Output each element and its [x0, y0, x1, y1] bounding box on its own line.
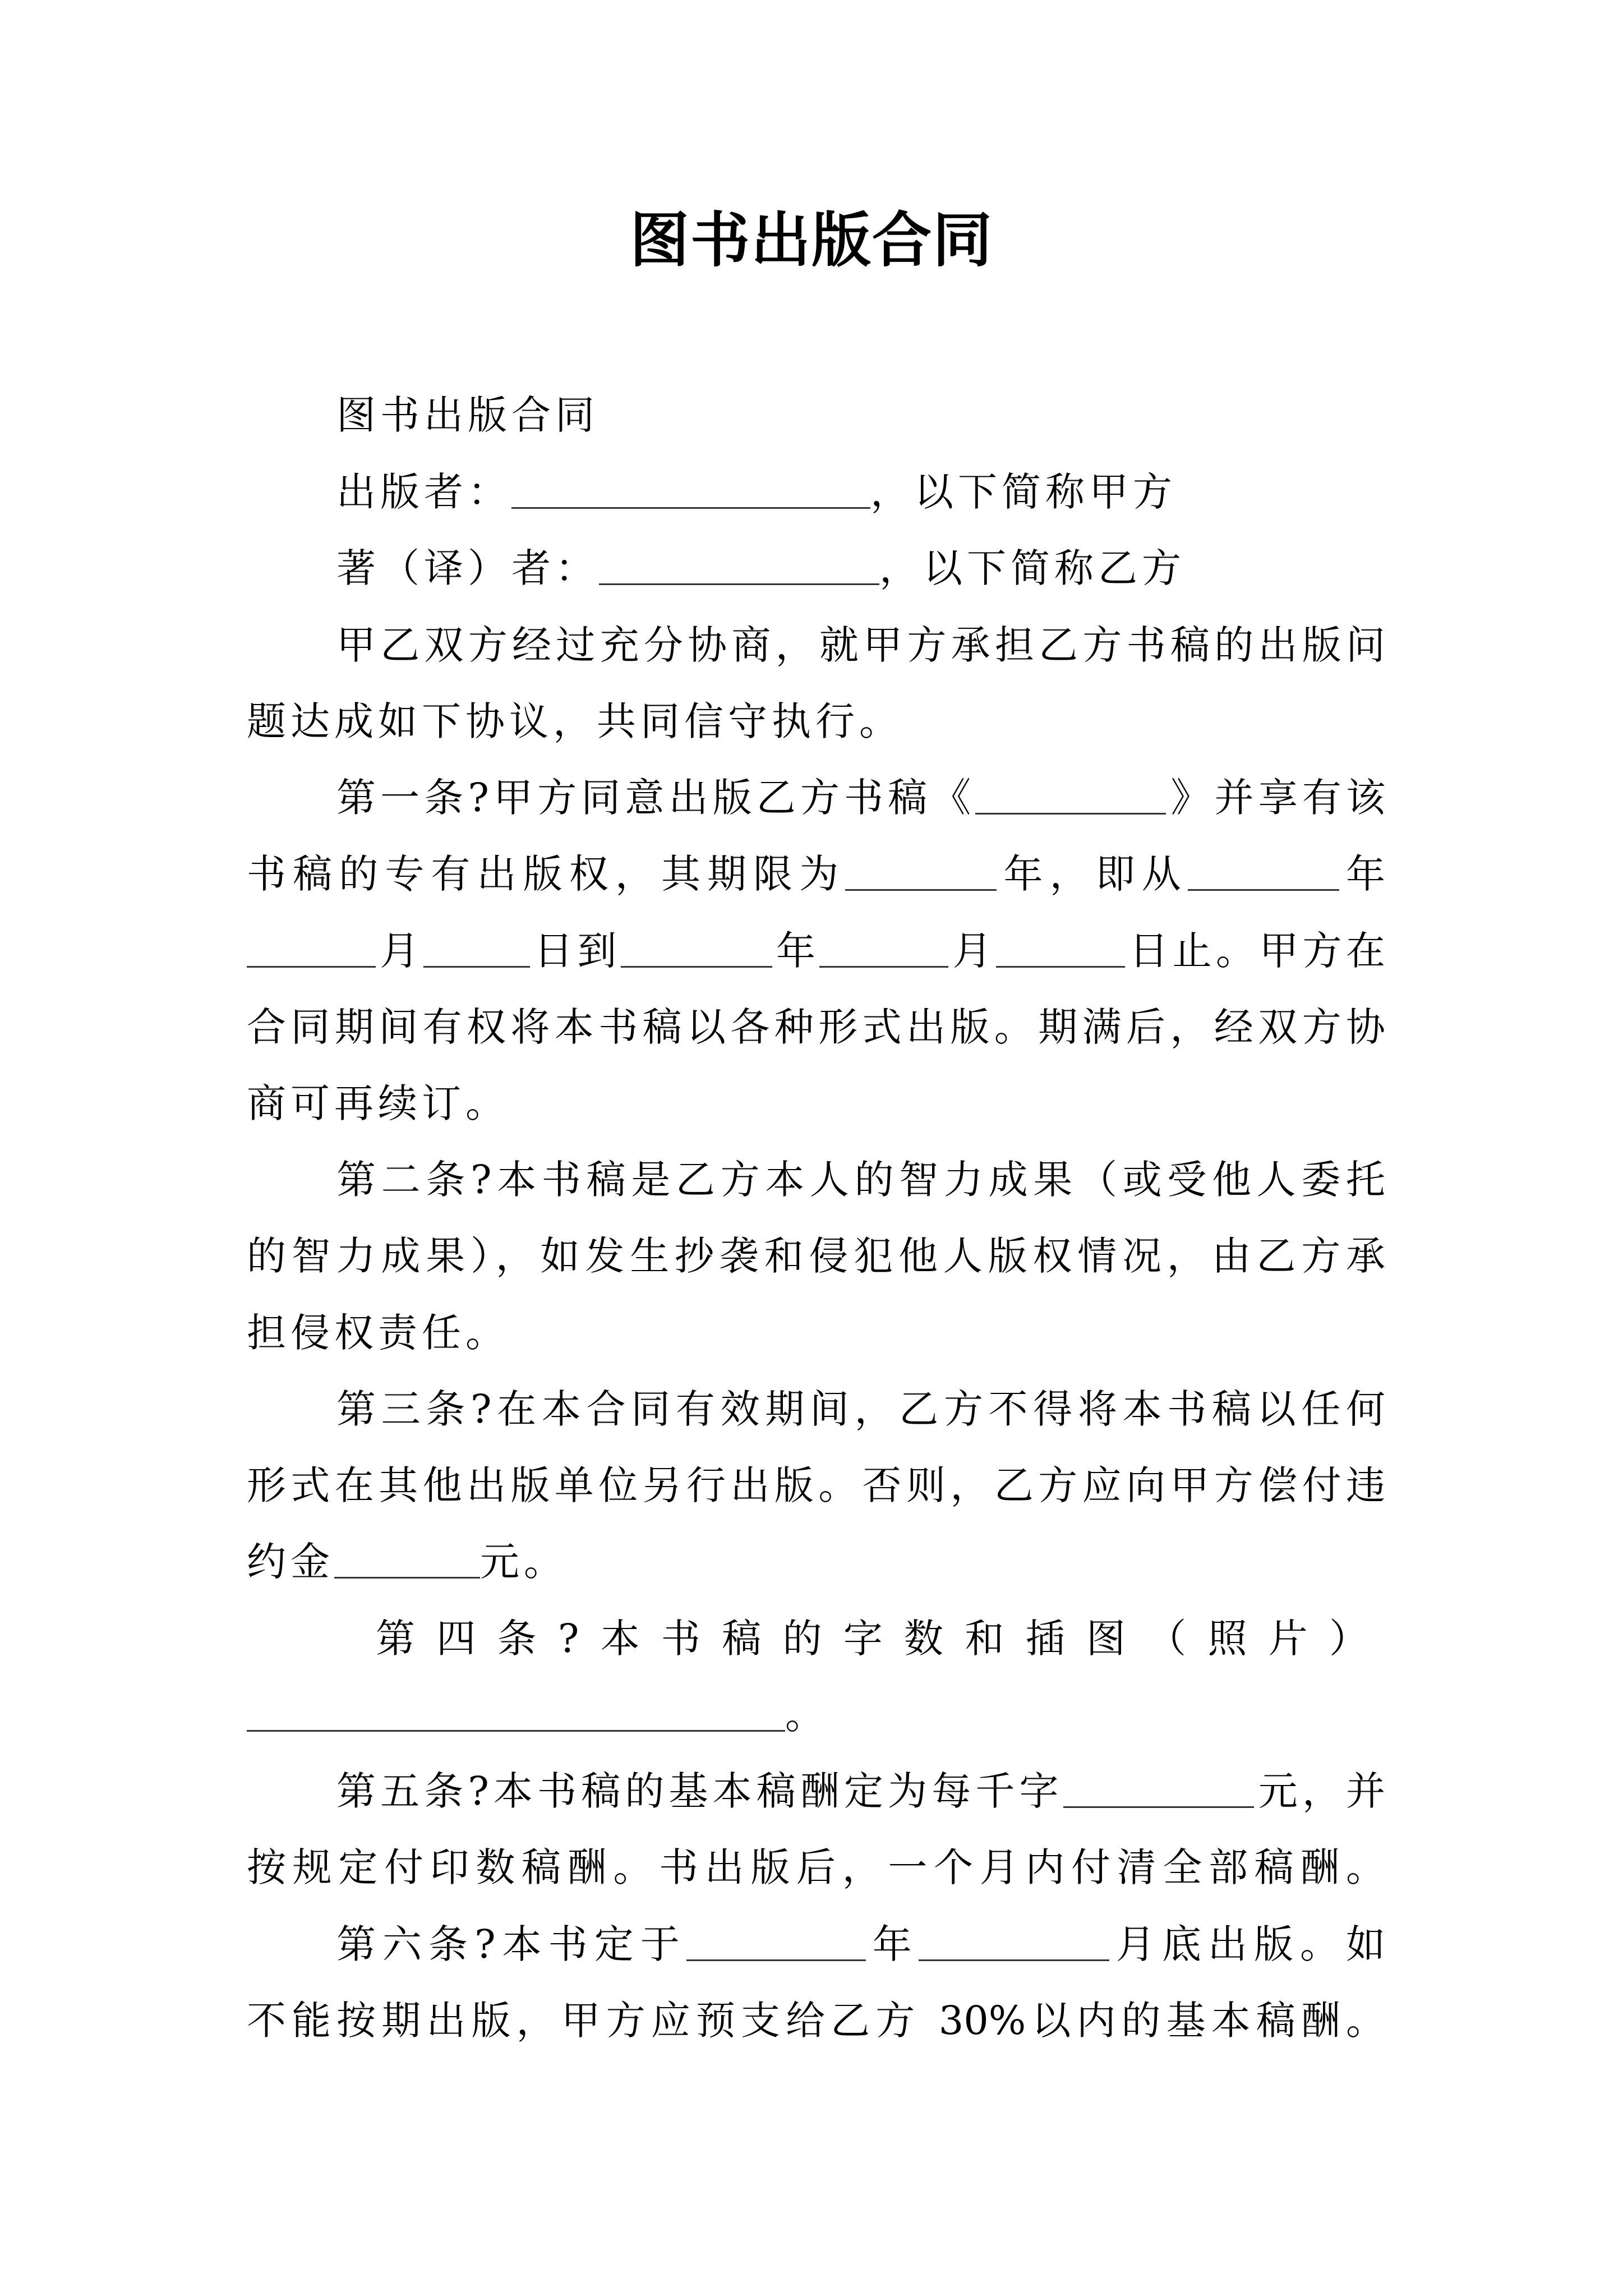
article-1-line: [336, 770, 1385, 826]
word-count-blank: [247, 1691, 785, 1732]
text-line: 第四条?本书稿的字数和插图（照片）: [376, 1616, 1368, 1662]
text-segment: 日止。甲方在: [1125, 928, 1386, 974]
book-title-blank: [975, 774, 1166, 815]
end-year-blank: [621, 927, 772, 968]
start-day-blank: [423, 927, 530, 968]
text-line: 第二条?本书稿是乙方本人的智力成果（或受他人委托: [336, 1157, 1385, 1203]
text-segment: 元。: [480, 1539, 568, 1585]
text-segment: 第一条?甲方同意出版乙方书稿《: [336, 775, 976, 821]
text-segment: 约金: [247, 1539, 334, 1585]
text-line: 合同期间有权将本书稿以各种形式出版。期满后，经双方协: [247, 1004, 1385, 1050]
text-segment: 》并享有该: [1166, 775, 1386, 821]
publish-month-blank: [919, 1920, 1109, 1961]
text-line: 形式在其他出版单位另行出版。否则，乙方应向甲方偿付违: [247, 1462, 1385, 1508]
text-segment: 日到: [529, 928, 621, 974]
publisher-line: [336, 464, 1385, 520]
text-line: 不能按期出版，甲方应预支给乙方 30%以内的基本稿酬。: [247, 1998, 1385, 2044]
text-line: 商可再续订。: [247, 1080, 509, 1126]
penalty-line: [247, 1534, 1385, 1590]
publisher-label: 出版者：: [336, 469, 511, 515]
text-segment: 年: [865, 1921, 919, 1967]
author-blank: [599, 544, 879, 585]
text-segment: 年: [1339, 851, 1386, 897]
text-segment: 年，即从: [997, 851, 1188, 897]
text-segment: 月: [948, 928, 997, 974]
penalty-amount-blank: [334, 1538, 480, 1579]
text-segment: 年: [772, 928, 820, 974]
author-line: [336, 540, 1385, 596]
publisher-suffix: ，以下简称甲方: [870, 469, 1177, 515]
publish-year-blank: [686, 1920, 866, 1961]
start-month-blank: [247, 927, 376, 968]
text-segment: 月: [376, 928, 423, 974]
text-line: 的智力成果），如发生抄袭和侵犯他人版权情况，由乙方承: [247, 1233, 1385, 1279]
word-count-line: [247, 1687, 1385, 1743]
text-line: 题达成如下协议，共同信守执行。: [247, 698, 903, 744]
article-1-line: [247, 846, 1385, 902]
text-line: 按规定付印数稿酬。书出版后，一个月内付清全部稿酬。: [247, 1844, 1385, 1890]
text-line: 第三条?在本合同有效期间，乙方不得将本书稿以任何: [336, 1386, 1385, 1432]
text-segment: 月底出版。如: [1109, 1921, 1386, 1967]
paragraph-heading: 图书出版合同: [336, 392, 599, 438]
text-segment: 元，并: [1253, 1768, 1386, 1814]
text-segment: 第五条?本书稿的基本稿酬定为每千字: [336, 1768, 1063, 1814]
publisher-blank: [511, 468, 870, 509]
term-years-blank: [845, 850, 997, 891]
text-line: 甲乙双方经过充分协商，就甲方承担乙方书稿的出版问: [336, 622, 1385, 668]
royalty-rate-blank: [1063, 1767, 1254, 1808]
end-day-blank: [996, 927, 1125, 968]
end-month-blank: [819, 927, 948, 968]
text-segment: 书稿的专有出版权，其期限为: [247, 851, 846, 897]
start-year-blank: [1188, 850, 1339, 891]
text-segment: 第六条?本书定于: [336, 1921, 686, 1967]
article-1-line: [247, 923, 1385, 979]
publish-date-line: [336, 1916, 1385, 1972]
text-segment: 。: [785, 1692, 829, 1738]
author-label: 著（译）者：: [336, 545, 599, 591]
text-line: 担侵权责任。: [247, 1310, 509, 1356]
author-suffix: ，以下简称乙方: [879, 545, 1186, 591]
royalty-line: [336, 1763, 1385, 1819]
document-title: 图书出版合同: [630, 205, 993, 275]
